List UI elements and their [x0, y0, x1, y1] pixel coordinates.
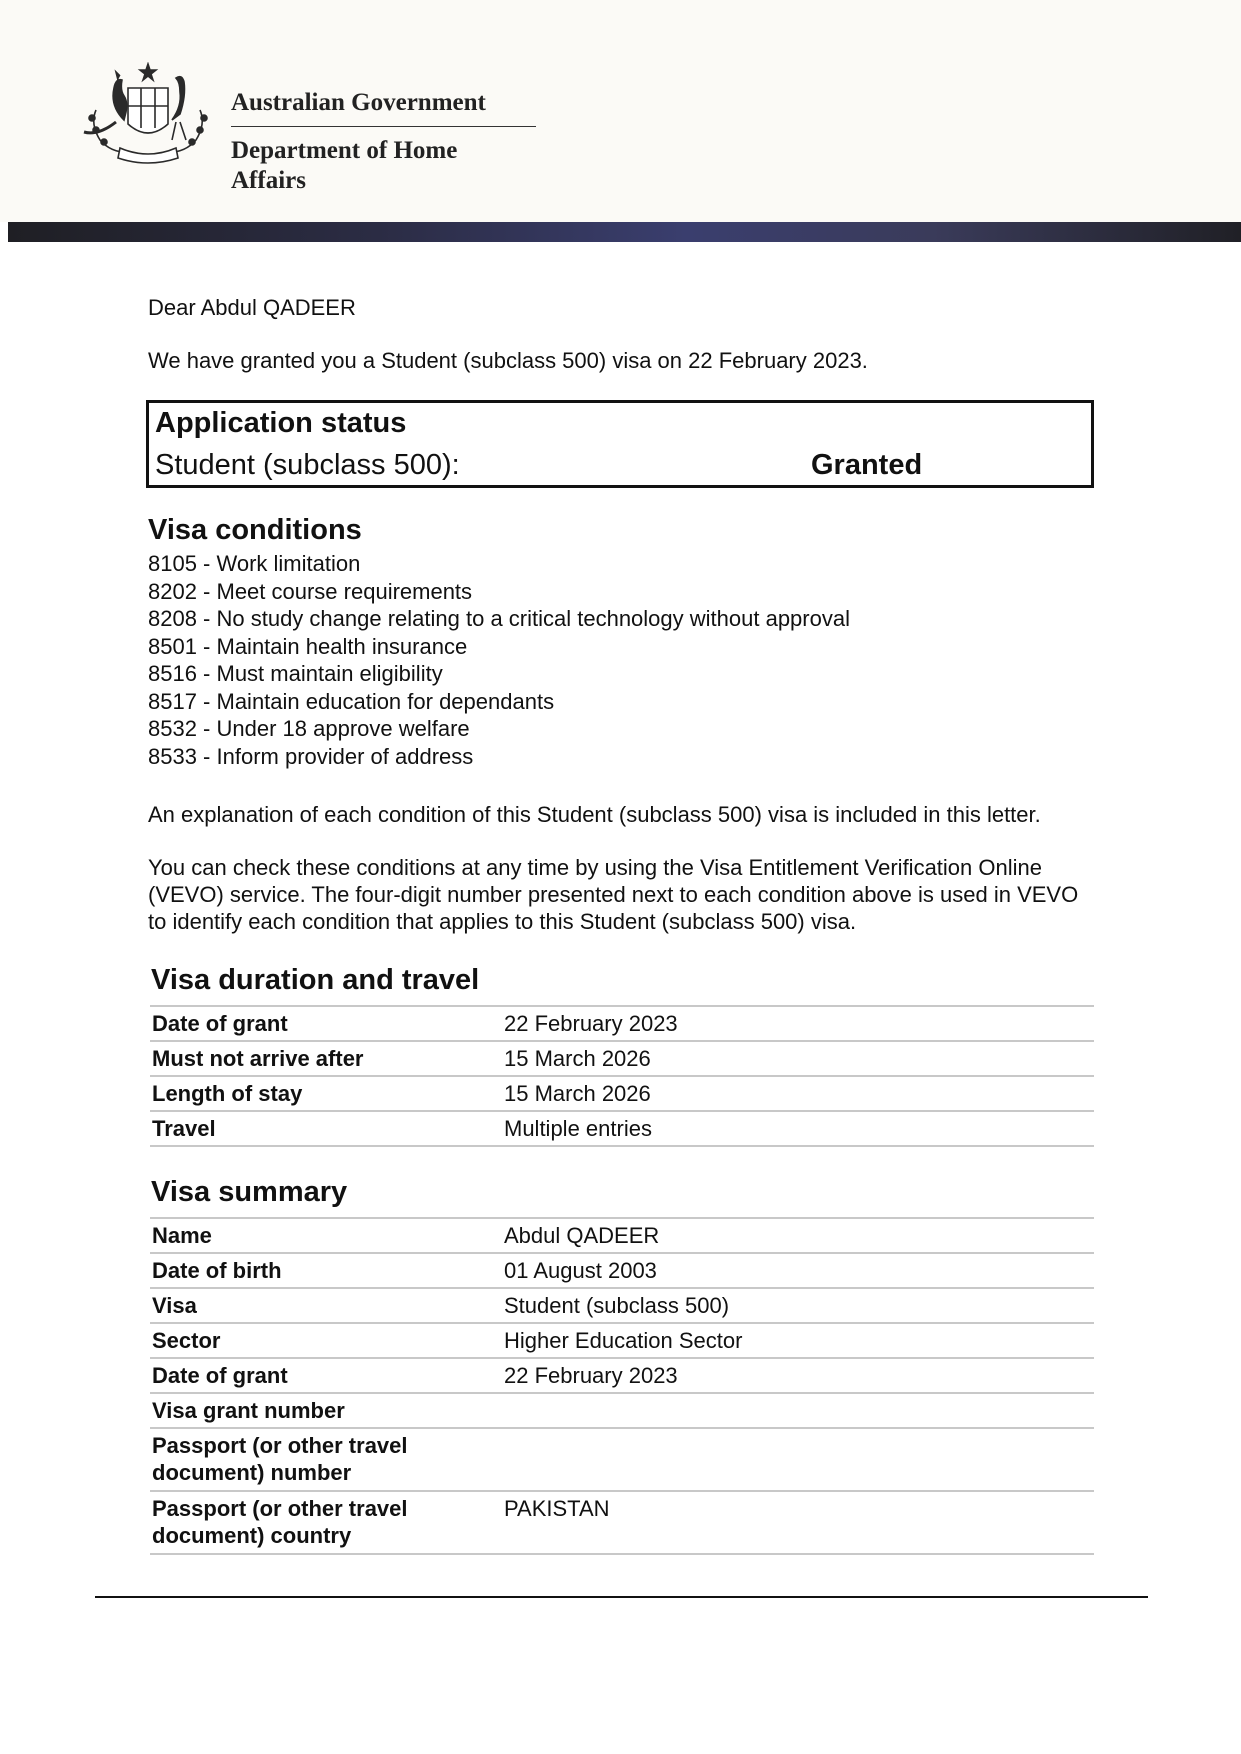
department-name: Department of Home Affairs — [231, 137, 458, 194]
grant-intro: We have granted you a Student (subclass 500) visa on 22 February 2023. — [148, 348, 868, 373]
conditions-explanation: An explanation of each condition of this Student (subclass 500) visa is included in this letter. — [148, 802, 1041, 827]
condition-item: 8516 - Must maintain eligibility — [148, 661, 443, 686]
row-label: Date of grant — [150, 1358, 502, 1393]
table-row — [150, 1393, 1094, 1428]
status-value: Granted — [811, 449, 923, 481]
row-value: Higher Education Sector — [502, 1323, 1094, 1358]
row-label: Must not arrive after — [150, 1041, 502, 1076]
table-row — [150, 1253, 1094, 1288]
summary-table — [150, 1217, 1094, 1555]
duration-heading: Visa duration and travel — [151, 964, 480, 996]
vevo-note: You can check these conditions at any time by using the Visa Entitlement Verification Online (VEVO) service. The four-digit number presented next to each condition above is used in VEVO to identify each condition that applies to this Student (subclass 500) visa. — [148, 855, 1079, 934]
table-row — [150, 1041, 1094, 1076]
status-label: Student (subclass 500): — [155, 449, 460, 481]
header-band — [8, 222, 1241, 242]
conditions-heading: Visa conditions — [148, 514, 362, 546]
row-value — [502, 1393, 1094, 1428]
row-value: Multiple entries — [502, 1111, 1094, 1146]
condition-item: 8501 - Maintain health insurance — [148, 633, 468, 659]
row-value: 01 August 2003 — [502, 1253, 1094, 1288]
row-label: Date of birth — [150, 1253, 502, 1288]
coat-of-arms-icon — [76, 62, 220, 170]
row-label: Name — [150, 1218, 502, 1253]
table-row — [150, 1006, 1094, 1041]
row-value: 15 March 2026 — [502, 1076, 1094, 1111]
condition-item: 8532 - Under 18 approve welfare — [148, 716, 470, 741]
row-value: PAKISTAN — [502, 1491, 1094, 1554]
table-row — [150, 1218, 1094, 1253]
row-label: Date of grant — [150, 1006, 502, 1041]
condition-item: 8208 - No study change relating to a critical technology without approval — [148, 606, 850, 631]
row-value: Student (subclass 500) — [502, 1288, 1094, 1323]
agency-name — [231, 88, 536, 196]
status-title: Application status — [155, 407, 407, 439]
summary-heading: Visa summary — [151, 1176, 348, 1208]
row-value: 22 February 2023 — [502, 1006, 1094, 1041]
table-row — [150, 1491, 1094, 1554]
table-row — [150, 1111, 1094, 1146]
row-label: Visa — [150, 1288, 502, 1323]
table-row — [150, 1428, 1094, 1491]
condition-item: 8533 - Inform provider of address — [148, 743, 474, 769]
table-row — [150, 1358, 1094, 1393]
row-value: 15 March 2026 — [502, 1041, 1094, 1076]
table-row — [150, 1288, 1094, 1323]
condition-item: 8517 - Maintain education for dependants — [148, 688, 555, 714]
greeting: Dear Abdul QADEER — [148, 295, 356, 320]
condition-item: 8202 - Meet course requirements — [148, 578, 473, 604]
government-name: Australian Government — [231, 88, 536, 127]
footer-divider — [95, 1596, 1148, 1598]
row-value: 22 February 2023 — [502, 1358, 1094, 1393]
table-row — [150, 1323, 1094, 1358]
row-label: Travel — [150, 1111, 502, 1146]
row-label: Passport (or other travel document) number — [150, 1428, 502, 1491]
duration-table — [150, 1005, 1094, 1147]
row-value — [502, 1428, 1094, 1491]
row-label: Visa grant number — [150, 1393, 502, 1428]
row-label: Sector — [150, 1323, 502, 1358]
application-status-box — [146, 400, 1094, 488]
table-row — [150, 1076, 1094, 1111]
condition-item: 8105 - Work limitation — [148, 551, 361, 576]
row-label: Passport (or other travel document) country — [150, 1491, 502, 1554]
row-value: Abdul QADEER — [502, 1218, 1094, 1253]
row-label: Length of stay — [150, 1076, 502, 1111]
conditions-list — [148, 550, 850, 770]
